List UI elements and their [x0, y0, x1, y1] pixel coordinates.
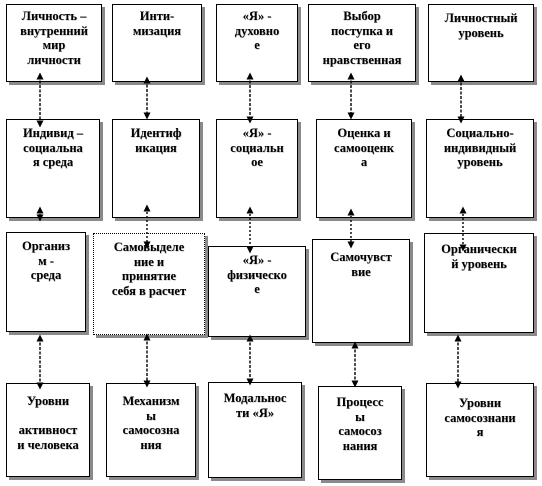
box-c4-r1: [308, 4, 416, 82]
box-label: Личность – внутренний мир личности: [20, 9, 88, 67]
box-label: «Я» - социальн ое: [230, 126, 284, 169]
box-c3-r1: [216, 4, 298, 82]
box-c5-r4: [426, 383, 534, 477]
box-c1-r4: [6, 383, 90, 477]
box-label: Процесс ы самосоз нания: [336, 395, 384, 453]
box-label: Оценка и самооценк а: [334, 126, 394, 169]
box-c5-r1: [428, 4, 534, 82]
box-c3-r3: [208, 246, 306, 337]
box-label: Организ м - среда: [21, 239, 71, 282]
box-label: Индивид – социальна я среда: [22, 126, 84, 169]
box-label: Уровни самосознани я: [444, 396, 516, 439]
box-c3-r2: [216, 119, 298, 218]
box-label: Выбор поступка и его нравственная: [322, 9, 402, 67]
box-c4-r4: [318, 386, 402, 480]
box-label: Органически й уровень: [441, 242, 517, 271]
box-label: Самовыделе ние и принятие себя в расчет: [111, 240, 187, 298]
box-label: Механизм ы самосозна ния: [122, 394, 180, 452]
box-label: Инти- мизация: [132, 9, 182, 38]
box-c2-r2: [112, 119, 200, 218]
box-c1-r3: [6, 232, 86, 332]
box-c2-r1: [112, 4, 202, 82]
box-label: «Я» - духовно е: [234, 9, 280, 52]
box-label: Личностный уровень: [444, 11, 518, 40]
box-c2-r3: [93, 233, 205, 335]
box-c2-r4: [106, 383, 196, 477]
box-label: Социально- индивидный уровень: [443, 126, 517, 169]
box-label: Идентиф икация: [130, 126, 182, 155]
box-c5-r3: [424, 233, 534, 333]
box-c3-r4: [208, 382, 302, 478]
box-c4-r2: [316, 119, 412, 218]
box-label: «Я» - физическо е: [227, 253, 287, 296]
box-label: Уровни активност и человека: [17, 394, 79, 452]
box-c4-r3: [312, 239, 410, 343]
box-c5-r2: [426, 119, 534, 218]
box-c1-r2: [6, 119, 100, 218]
box-label: Самочувст вие: [330, 250, 392, 279]
box-label: Модальнос ти «Я»: [223, 391, 287, 420]
box-c1-r1: [6, 4, 102, 82]
